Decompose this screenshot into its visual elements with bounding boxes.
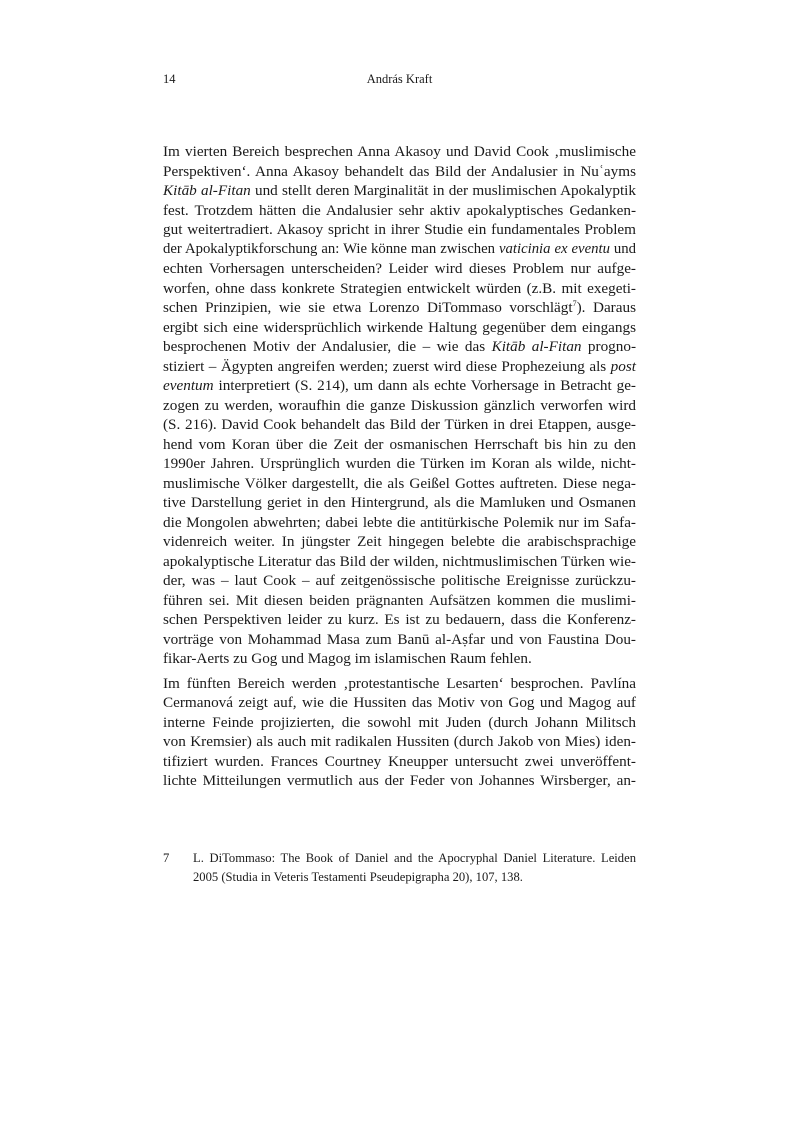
footnote-text bbox=[193, 849, 636, 887]
running-head: András Kraft bbox=[366, 72, 433, 86]
line-text: fest. Trotzdem hätten die Andalusier sehr aktiv apokalyptisches Gedanken- bbox=[163, 201, 636, 219]
text-line bbox=[193, 868, 636, 887]
text-line bbox=[163, 713, 636, 733]
line-text: tifiziert wurden. Frances Courtney Kneupper untersucht zwei unveröffent- bbox=[163, 752, 636, 770]
line-text: der Apokalyptikforschung an: Wie könne man zwischen bbox=[163, 240, 499, 257]
text-line bbox=[163, 376, 636, 396]
text-line bbox=[163, 396, 636, 416]
italic-title: Kitāb al-Fitan bbox=[491, 338, 582, 355]
line-text: Cermanová zeigt auf, wie die Hussiten das Motiv von Gog und Magog auf bbox=[163, 694, 636, 711]
body-text bbox=[163, 142, 636, 796]
line-text: (S. 216). David Cook behandelt das Bild der Türken in drei Etappen, ausge- bbox=[163, 416, 636, 433]
text-line bbox=[163, 493, 636, 513]
line-text: schen Prinzipien, wie sie etwa Lorenzo DiTommaso vorschlägt bbox=[163, 299, 573, 316]
line-text: vorträge von Mohammad Masa zum Banū al-Aṣfar und von Faustina Dou- bbox=[163, 630, 636, 648]
text-line bbox=[163, 513, 636, 533]
text-line bbox=[163, 552, 636, 572]
text-line bbox=[163, 357, 636, 377]
text-line bbox=[163, 298, 636, 318]
footnote-number: 7 bbox=[163, 851, 170, 865]
text-line bbox=[163, 693, 636, 713]
line-text: 2005 (Studia in Veteris Testamenti Pseudepigrapha 20), 107, 138. bbox=[193, 870, 523, 884]
text-line bbox=[163, 532, 636, 552]
line-text: zogen zu werden, woraufhin die ganze Diskussion gänzlich verworfen wird bbox=[163, 396, 636, 414]
line-text: interne Feinde projizierten, die sowohl mit Juden (durch Johann Militsch bbox=[163, 713, 636, 731]
footnote-reference: 7 bbox=[572, 299, 577, 308]
text-line bbox=[163, 474, 636, 494]
line-text: stiziert – Ägypten angreifen werden; zuerst wird diese Prophezeiung als bbox=[163, 357, 611, 375]
text-line bbox=[163, 142, 636, 162]
line-text: 1990er Jahren. Ursprünglich wurden die Türken im Koran als wilde, nicht- bbox=[163, 455, 636, 472]
line-text: lichte Mitteilungen vermutlich aus der Feder von Johannes Wirsberger, an- bbox=[163, 772, 636, 789]
text-line bbox=[163, 279, 636, 299]
italic-title: eventum bbox=[163, 377, 214, 394]
text-line bbox=[163, 610, 636, 630]
italic-title: post bbox=[610, 357, 636, 375]
text-line bbox=[163, 415, 636, 435]
italic-title: vaticinia ex eventu bbox=[499, 240, 610, 257]
line-text: führen sei. Mit diesen beiden prägnanten Aufsätzen kommen die muslimi- bbox=[163, 591, 636, 609]
line-text: Im vierten Bereich besprechen Anna Akasoy und David Cook ‚muslimische bbox=[163, 143, 636, 160]
line-text: der, was – laut Cook – auf zeitgenössische politische Ereignisse zurückzu- bbox=[163, 572, 636, 589]
text-line bbox=[163, 752, 636, 772]
text-line bbox=[163, 630, 636, 650]
text-line bbox=[163, 435, 636, 455]
paragraph bbox=[163, 674, 636, 791]
line-text: und stellt deren Marginalität in der muslimischen Apokalyptik bbox=[250, 182, 636, 199]
line-text: echten Vorhersagen unterscheiden? Leider wird dieses Problem nur aufge- bbox=[163, 260, 636, 277]
line-text: interpretiert (S. 214), um dann als echte Vorhersage in Betracht ge- bbox=[213, 377, 636, 394]
text-line bbox=[163, 674, 636, 694]
text-line bbox=[193, 849, 636, 868]
text-line bbox=[163, 181, 636, 201]
text-line bbox=[163, 771, 636, 791]
line-text: gut weitertradiert. Akasoy spricht in ihrer Studie ein fundamentales Problem bbox=[163, 221, 636, 238]
text-line bbox=[163, 571, 636, 591]
line-text: worfen, ohne dass konkrete Strategien entwickelt würden (z.B. mit exegeti- bbox=[163, 279, 636, 297]
line-text: ergibt sich eine widersprüchlich wirkende Haltung gegenüber dem eingangs bbox=[163, 318, 636, 336]
line-text: muslimische Völker dargestellt, die als Geißel Gottes auftreten. Diese nega- bbox=[163, 474, 636, 492]
line-text: fikar-Aerts zu Gog und Magog im islamischen Raum fehlen. bbox=[163, 650, 532, 667]
line-text: tive Darstellung geriet in den Hintergrund, als die Mamluken und Osmanen bbox=[163, 494, 636, 511]
line-text: apokalyptische Literatur das Bild der wilden, nichtmuslimischen Türken wie- bbox=[163, 552, 636, 570]
line-text: Im fünften Bereich werden ‚protestantische Lesarten‘ besprochen. Pavlína bbox=[163, 674, 636, 692]
text-line bbox=[163, 240, 636, 260]
line-text: und bbox=[609, 240, 636, 257]
text-line bbox=[163, 162, 636, 182]
italic-title: Kitāb al-Fitan bbox=[163, 182, 251, 199]
text-line bbox=[163, 454, 636, 474]
line-text: hend vom Koran über die Zeit der osmanischen Herrschaft bis hin zu den bbox=[163, 435, 636, 453]
text-line bbox=[163, 259, 636, 279]
text-line bbox=[163, 591, 636, 611]
line-text: von Kremsier) als auch mit radikalen Hussiten (durch Jakob von Mies) iden- bbox=[163, 733, 636, 750]
line-text: schen Perspektiven leider zu kurz. Es ist zu bedauern, dass die Konferenz- bbox=[163, 611, 636, 628]
text-line bbox=[163, 201, 636, 221]
line-text: progno- bbox=[581, 338, 637, 355]
paragraph bbox=[163, 142, 636, 669]
line-text: videnreich weiter. In jüngster Zeit hingegen belebte die arabischsprachige bbox=[163, 533, 636, 550]
line-text: Perspektiven‘. Anna Akasoy behandelt das Bild der Andalusier in Nuʿayms bbox=[163, 162, 636, 180]
text-line bbox=[163, 649, 636, 669]
line-text: L. DiTommaso: The Book of Daniel and the Apocryphal Daniel Literature. Leiden bbox=[193, 851, 636, 865]
text-line bbox=[163, 732, 636, 752]
line-text: ). Daraus bbox=[576, 299, 636, 316]
line-text: die Mongolen abwehrten; dabei lebte die antitürkische Polemik nur im Safa- bbox=[163, 513, 636, 531]
page-number: 14 bbox=[163, 72, 176, 86]
text-line bbox=[163, 337, 636, 357]
line-text: besprochenen Motiv der Andalusier, die – wie das bbox=[163, 338, 492, 355]
text-line bbox=[163, 318, 636, 338]
text-line bbox=[163, 220, 636, 240]
